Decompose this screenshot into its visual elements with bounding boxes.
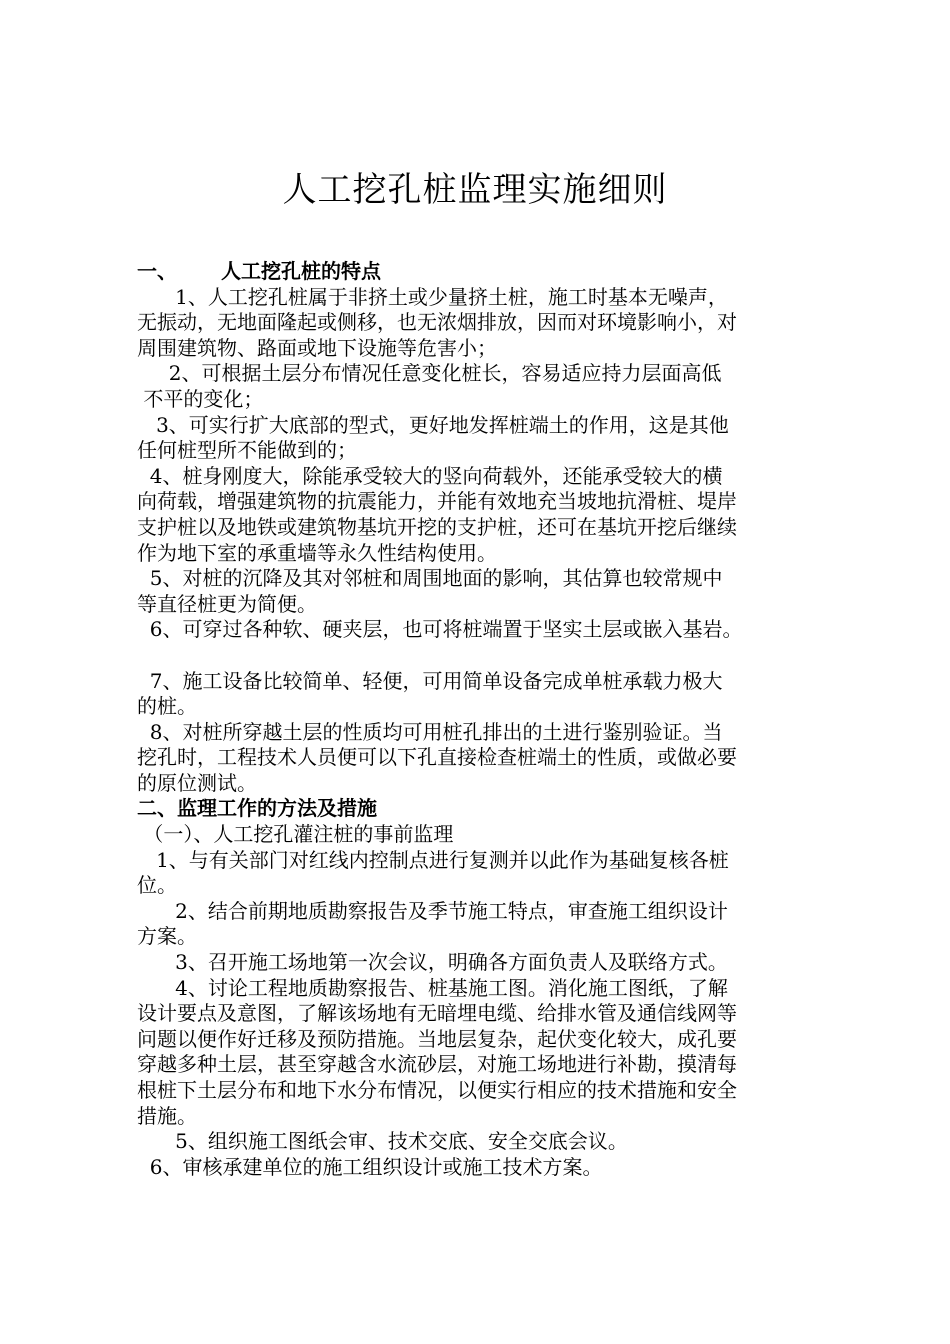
text-line: 任何桩型所不能做到的； bbox=[137, 438, 357, 463]
text-line: 3、可实行扩大底部的型式，更好地发挥桩端土的作用，这是其他 bbox=[137, 412, 729, 437]
text-line: 4、桩身刚度大，除能承受较大的竖向荷载外，还能承受较大的横 bbox=[137, 463, 723, 488]
text-line: 方案。 bbox=[137, 924, 197, 949]
section-2-heading: 二、监理工作的方法及措施 bbox=[137, 796, 377, 821]
text-line: 7、施工设备比较简单、轻便，可用简单设备完成单桩承载力极大 bbox=[137, 668, 723, 693]
text-line: 周围建筑物、路面或地下设施等危害小； bbox=[137, 335, 497, 360]
section-1-title: 人工挖孔桩的特点 bbox=[221, 259, 381, 283]
text-line: 挖孔时，工程技术人员便可以下孔直接检查桩端土的性质，或做必要 bbox=[137, 745, 737, 770]
text-line: 6、审核承建单位的施工组织设计或施工技术方案。 bbox=[137, 1154, 603, 1179]
section-1-heading bbox=[137, 259, 827, 285]
section-1-number: 一、 bbox=[137, 259, 177, 283]
text-line: 措施。 bbox=[137, 1103, 197, 1128]
document-body bbox=[137, 259, 827, 1180]
text-line: 穿越多种土层，甚至穿越含水流砂层，对施工场地进行补勘，摸清每 bbox=[137, 1052, 737, 1077]
text-line: 位。 bbox=[137, 873, 177, 898]
text-line: 不平的变化； bbox=[137, 386, 264, 411]
text-line: 设计要点及意图，了解该场地有无暗埋电缆、给排水管及通信线网等 bbox=[137, 1001, 737, 1026]
section-1-paragraphs-continued bbox=[137, 669, 827, 797]
text-line: 作为地下室的承重墙等永久性结构使用。 bbox=[137, 540, 497, 565]
blank-line bbox=[137, 643, 827, 669]
text-line: 8、对桩所穿越土层的性质均可用桩孔排出的土进行鉴别验证。当 bbox=[137, 719, 723, 744]
text-line: 无振动，无地面隆起或侧移，也无浓烟排放，因而对环境影响小，对 bbox=[137, 310, 737, 335]
text-line: 向荷载，增强建筑物的抗震能力，并能有效地充当坡地抗滑桩、堤岸 bbox=[137, 489, 737, 514]
text-line: 的桩。 bbox=[137, 694, 197, 719]
section-2-paragraphs bbox=[137, 822, 827, 1180]
text-line: 问题以便作好迁移及预防措施。当地层复杂，起伏变化较大，成孔要 bbox=[137, 1026, 737, 1051]
text-line: 3、召开施工场地第一次会议，明确各方面负责人及联络方式。 bbox=[137, 950, 728, 975]
text-line: 6、可穿过各种软、硬夹层，也可将桩端置于坚实土层或嵌入基岩。 bbox=[137, 617, 743, 642]
text-line: （一）、人工挖孔灌注桩的事前监理 bbox=[137, 822, 454, 847]
text-line: 4、讨论工程地质勘察报告、桩基施工图。消化施工图纸，了解 bbox=[137, 975, 728, 1000]
text-line: 1、与有关部门对红线内控制点进行复测并以此作为基础复核各桩 bbox=[137, 847, 729, 872]
text-line: 根桩下土层分布和地下水分布情况，以便实行相应的技术措施和安全 bbox=[137, 1078, 737, 1102]
text-line: 2、可根据土层分布情况任意变化桩长，容易适应持力层面高低 bbox=[137, 361, 722, 386]
text-line: 1、人工挖孔桩属于非挤土或少量挤土桩，施工时基本无噪声， bbox=[137, 284, 728, 309]
text-line: 等直径桩更为简便。 bbox=[137, 591, 317, 616]
text-line: 5、对桩的沉降及其对邻桩和周围地面的影响，其估算也较常规中 bbox=[137, 566, 723, 591]
text-line: 支护桩以及地铁或建筑物基坑开挖的支护桩，还可在基坑开挖后继续 bbox=[137, 514, 737, 539]
text-line: 2、结合前期地质勘察报告及季节施工特点，审查施工组织设计 bbox=[137, 898, 728, 923]
document-title: 人工挖孔桩监理实施细则 bbox=[282, 170, 668, 210]
section-1-paragraphs bbox=[137, 285, 827, 643]
text-line: 的原位测试。 bbox=[137, 770, 257, 795]
text-line: 5、组织施工图纸会审、技术交底、安全交底会议。 bbox=[137, 1129, 628, 1154]
